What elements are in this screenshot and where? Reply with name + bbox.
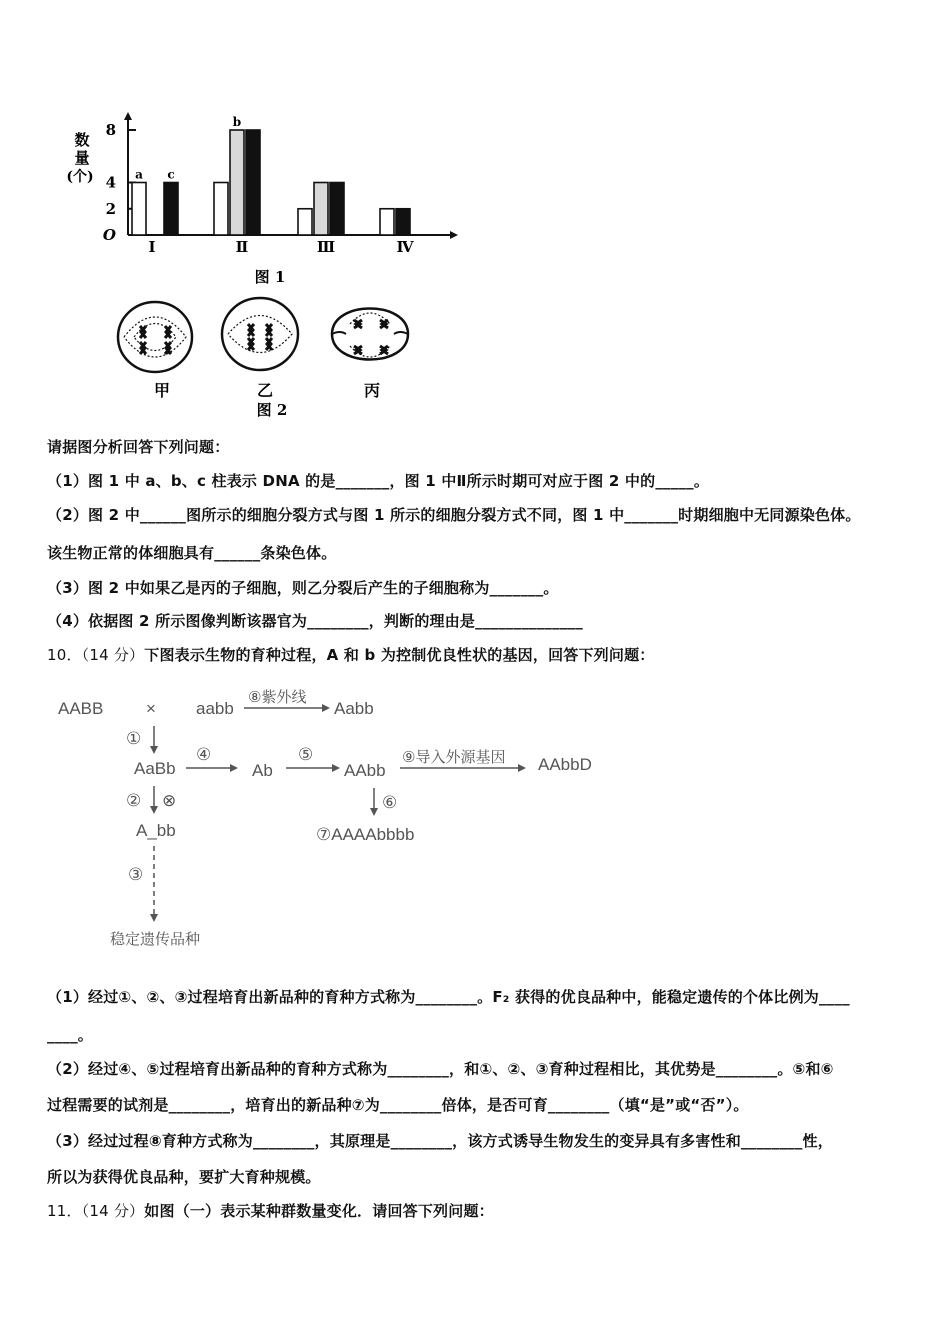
y-tick-label: 8 — [105, 121, 116, 139]
label-yi: 乙 — [256, 381, 274, 400]
node-AAAAbbbb: ⑦AAAAbbbb — [316, 825, 415, 844]
bar-b-3 — [314, 183, 328, 236]
q10-part3b: 所以为获得优良品种，要扩大育种规模。 — [47, 1168, 321, 1186]
q9-part2b: 该生物正常的体细胞具有______条染色体。 — [47, 544, 337, 562]
node-A_bb: A_bb — [136, 821, 176, 840]
y-axis-label-part: (个) — [66, 169, 94, 185]
y-axis-label — [66, 131, 93, 185]
q10-number: 10．（14 分） — [47, 646, 145, 664]
cell-yi — [222, 298, 298, 370]
step8-label: ⑧紫外线 — [248, 689, 307, 706]
node-aabb: aabb — [196, 699, 234, 718]
q9-intro: 请据图分析回答下列问题： — [47, 438, 230, 456]
x-tick-label: Ⅲ — [316, 238, 336, 256]
label-jia: 甲 — [153, 381, 171, 400]
self-symbol: ⊗ — [162, 791, 177, 810]
figure2-caption: 图 2 — [256, 401, 288, 419]
step5-label: ⑤ — [298, 745, 314, 764]
bar-series-label: b — [232, 115, 242, 129]
q10-title: 下图表示生物的育种过程，A 和 b 为控制优良性状的基因，回答下列问题： — [144, 646, 655, 664]
q9-part3: （3）图 2 中如果乙是丙的子细胞，则乙分裂后产生的子细胞称为_______。 — [47, 579, 559, 597]
step3-label: ③ — [128, 865, 144, 884]
bar-c-3 — [330, 183, 344, 236]
step1-label: ① — [126, 729, 142, 748]
bar-a-4 — [380, 209, 394, 235]
bar-a-1 — [132, 183, 146, 236]
bar-a-2 — [214, 183, 228, 236]
q10-part3a: （3）经过过程⑧育种方式称为________，其原理是________，该方式诱导生物发生的变异具有多害性和________性， — [47, 1132, 833, 1150]
bar-c-2 — [246, 130, 260, 235]
figure2-cells — [110, 292, 430, 422]
x-tick-label: Ⅱ — [235, 238, 249, 256]
bar-b-2 — [230, 130, 244, 235]
q10-header — [47, 644, 654, 665]
x-tick-label: Ⅳ — [396, 238, 414, 256]
y-axis-label-part: 数 — [74, 131, 90, 149]
step2-label: ② — [126, 791, 142, 810]
cell-bing — [332, 309, 408, 360]
step9-label: ⑨导入外源基因 — [402, 749, 506, 766]
y-tick-label: O — [102, 226, 116, 244]
step4-label: ④ — [196, 745, 212, 764]
node-AABB: AABB — [58, 699, 104, 718]
y-tick-label: 2 — [105, 199, 116, 218]
q11-title: 如图（一）表示某种群数量变化．请回答下列问题： — [144, 1202, 494, 1220]
q10-part1a: （1）经过①、②、③过程培育出新品种的育种方式称为________。F₂ 获得的优良品种中，能稳定遗传的个体比例为____ — [47, 988, 850, 1006]
q10-part2b: 过程需要的试剂是________，培育出的新品种⑦为________倍体，是否可育________（填“是”或“否”）。 — [47, 1096, 749, 1114]
node-stable-variety: 稳定遗传品种 — [110, 931, 201, 948]
q11-header — [47, 1200, 494, 1221]
y-tick-label: 4 — [105, 173, 116, 192]
node-Aabb: Aabb — [334, 699, 374, 718]
q10-part2a: （2）经过④、⑤过程培育出新品种的育种方式称为________，和①、②、③育种过程相比，其优势是________。⑤和⑥ — [47, 1060, 834, 1078]
bar-c-4 — [396, 209, 410, 235]
node-AaBb: AaBb — [134, 759, 176, 778]
cell-jia — [118, 302, 192, 372]
bar-c-1 — [164, 183, 178, 236]
node-AAbbD: AAbbD — [538, 755, 592, 774]
node-AAbb: AAbb — [344, 761, 386, 780]
bar-series-label: c — [167, 167, 175, 182]
q11-number: 11．（14 分） — [47, 1202, 145, 1220]
bar-series-label: a — [135, 167, 143, 182]
cross-symbol: × — [146, 699, 156, 718]
q9-part2a: （2）图 2 中______图所示的细胞分裂方式与图 1 所示的细胞分裂方式不同，图 1 中_______时期细胞中无同源染色体。 — [47, 506, 861, 524]
q9-part4: （4）依据图 2 所示图像判断该器官为________，判断的理由是______________ — [47, 612, 583, 630]
step6-label: ⑥ — [382, 793, 398, 812]
y-axis-label-part: 量 — [74, 149, 90, 167]
q9-part1: （1）图 1 中 a、b、c 柱表示 DNA 的是_______，图 1 中Ⅱ所示时期可对应于图 2 中的_____。 — [47, 472, 710, 490]
label-bing: 丙 — [363, 381, 381, 400]
bar-a-3 — [298, 209, 312, 235]
figure1-chart — [60, 110, 480, 295]
x-tick-label: Ⅰ — [148, 238, 156, 256]
figure1-caption: 图 1 — [254, 268, 286, 286]
node-Ab: Ab — [252, 761, 273, 780]
q10-part1b: ____。 — [47, 1026, 94, 1044]
breeding-flow-diagram — [50, 680, 630, 955]
